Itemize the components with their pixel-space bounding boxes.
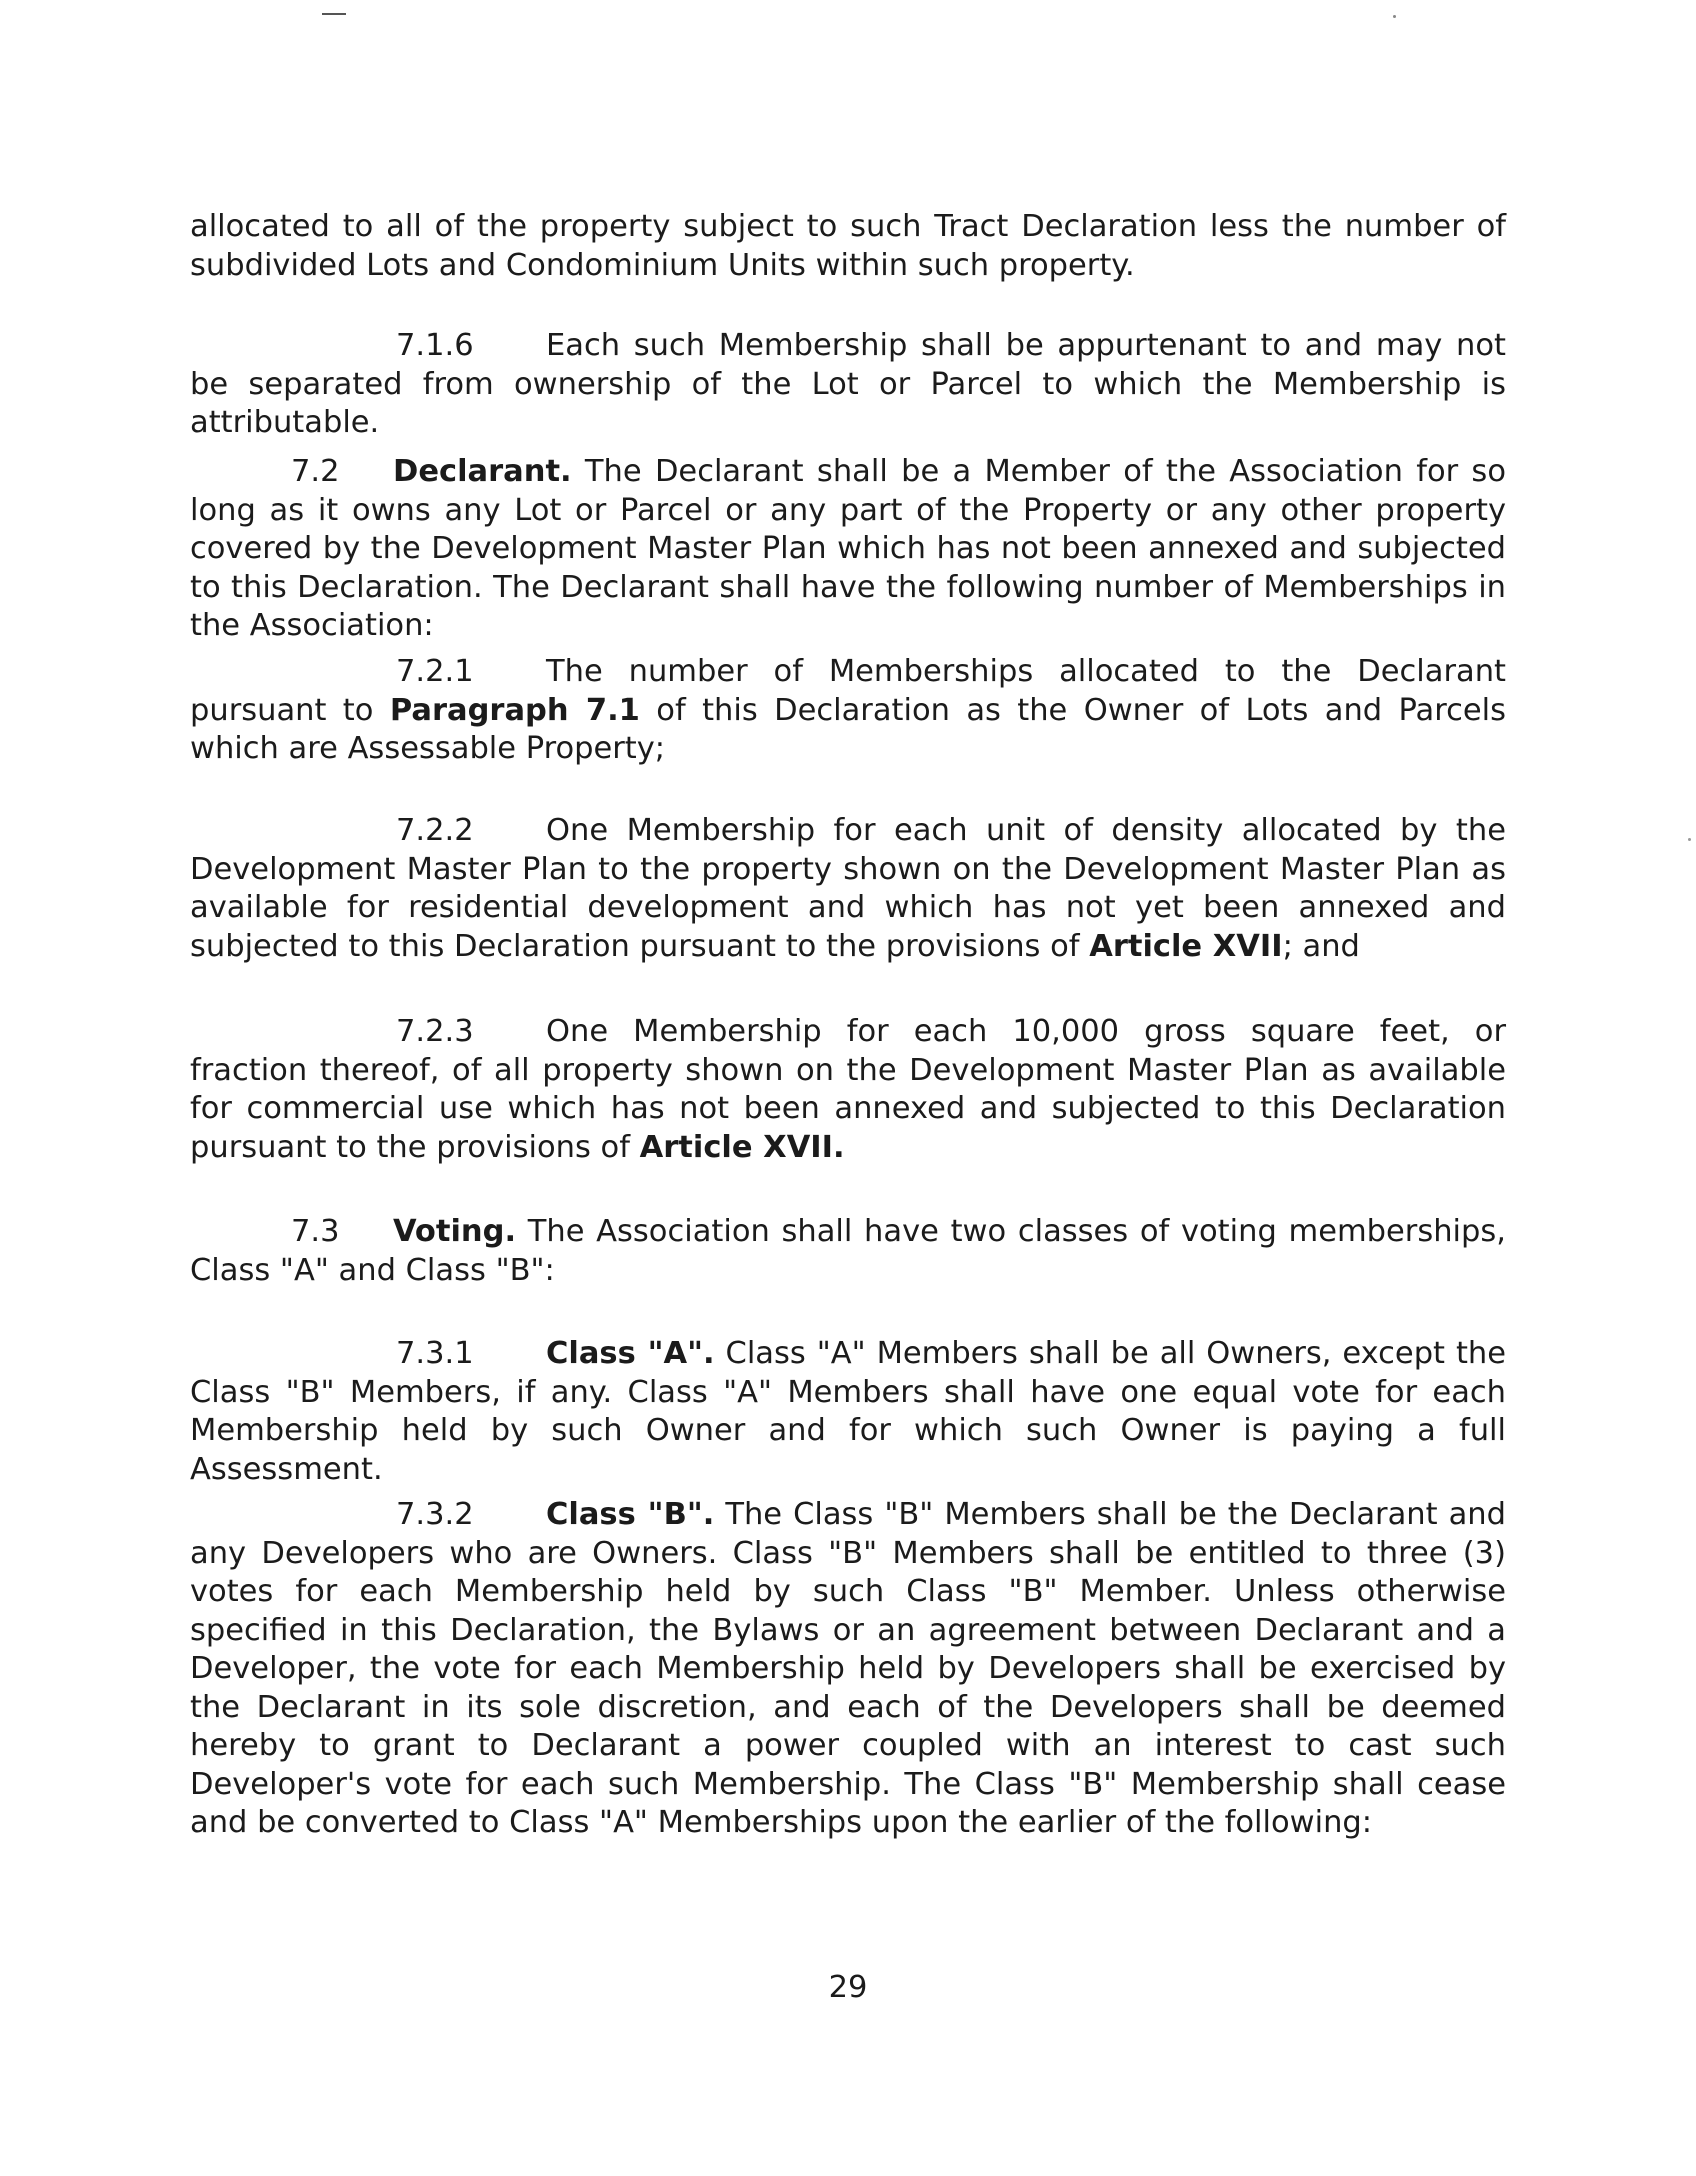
paragraph-text: The number of Memberships allocated to the Declarant pursuant to — [190, 654, 1506, 728]
scan-artifact-dot — [1393, 15, 1396, 18]
paragraph-7-2-3 — [190, 1013, 1506, 1167]
section-number: 7.3.1 — [396, 1336, 474, 1371]
paragraph-text: Class "A" Members shall be all Owners, except the Class "B" Members, if any. Class "A" Members shall have one equal vote for each Membership held by such Owner and for which such Owner is paying a full Assessment. — [190, 1336, 1507, 1487]
page-number: 29 — [828, 1970, 868, 2005]
section-number: 7.1.6 — [396, 328, 474, 363]
scan-artifact-line — [322, 13, 346, 15]
paragraph-7-1-6 — [190, 327, 1506, 443]
paragraph-7-2 — [190, 453, 1506, 646]
paragraph-text: One Membership for each 10,000 gross square feet, or fraction thereof, of all property shown on the Development Master Plan as available for commercial use which has not been annexed and subjected to this Declaration pursuant to the provisions of — [190, 1014, 1506, 1165]
cross-reference: Paragraph 7.1 — [389, 692, 640, 728]
paragraph-text: The Association shall have two classes of voting memberships, Class "A" and Class "B": — [190, 1214, 1506, 1288]
paragraph-7-2-2 — [190, 812, 1506, 966]
paragraph-text: allocated to all of the property subject to such Tract Declaration less the number of subdivided Lots and Condominium Units within such property. — [190, 209, 1506, 283]
paragraph-7-3-1 — [190, 1335, 1506, 1489]
paragraph-text: The Class "B" Members shall be the Declarant and any Developers who are Owners. Class "B" Members shall be entitled to three (3) votes for each Membership held by such Class "B" Member. Unless otherwise specified in this Declaration, the Bylaws or an agreement between Declarant and a Developer, the vote for each Membership held by Developers shall be exercised by the Declarant in its sole discretion, and each of the Developers shall be deemed hereby to grant to Declarant a power coupled with an interest to cast such Developer's vote for each such Membership. The Class "B" Membership shall cease and be converted to Class "A" Memberships upon the earlier of the following: — [190, 1497, 1506, 1840]
section-heading: Declarant. — [393, 454, 572, 489]
section-heading: Class "A". — [546, 1336, 715, 1371]
section-number: 7.2.3 — [396, 1014, 474, 1049]
paragraph-text: . — [833, 1129, 845, 1165]
section-number: 7.2.2 — [396, 813, 474, 848]
section-heading: Voting. — [393, 1214, 517, 1249]
cross-reference: Article XVII — [639, 1129, 833, 1165]
paragraph-text: Each such Membership shall be appurtenant to and may not be separated from ownership of the Lot or Parcel to which the Membership is attributable. — [190, 328, 1506, 440]
section-number: 7.2 — [291, 454, 340, 489]
paragraph-text: of this Declaration as the Owner of Lots and Parcels which are Assessable Property; — [190, 692, 1507, 766]
section-number: 7.3 — [291, 1214, 340, 1249]
section-number: 7.3.2 — [396, 1497, 474, 1532]
paragraph-text: ; and — [1282, 928, 1360, 964]
paragraph-7-3-2 — [190, 1496, 1506, 1843]
paragraph-text: The Declarant shall be a Member of the Association for so long as it owns any Lot or Parcel or any part of the Property or any other property covered by the Development Master Plan which has not been annexed and subjected to this Declaration. The Declarant shall have the following number of Memberships in the Association: — [190, 454, 1506, 643]
cross-reference: Article XVII — [1089, 928, 1283, 964]
paragraph-7-2-1 — [190, 653, 1506, 769]
section-heading: Class "B". — [546, 1497, 715, 1532]
paragraph-7-3 — [190, 1213, 1506, 1290]
paragraph-text: One Membership for each unit of density allocated by the Development Master Plan to the property shown on the Development Master Plan as available for residential development and which has not yet been annexed and subjected to this Declaration pursuant to the provisions of — [190, 813, 1506, 964]
paragraph-continuation — [190, 208, 1506, 285]
scan-artifact-dot — [1688, 838, 1691, 841]
section-number: 7.2.1 — [396, 654, 474, 689]
